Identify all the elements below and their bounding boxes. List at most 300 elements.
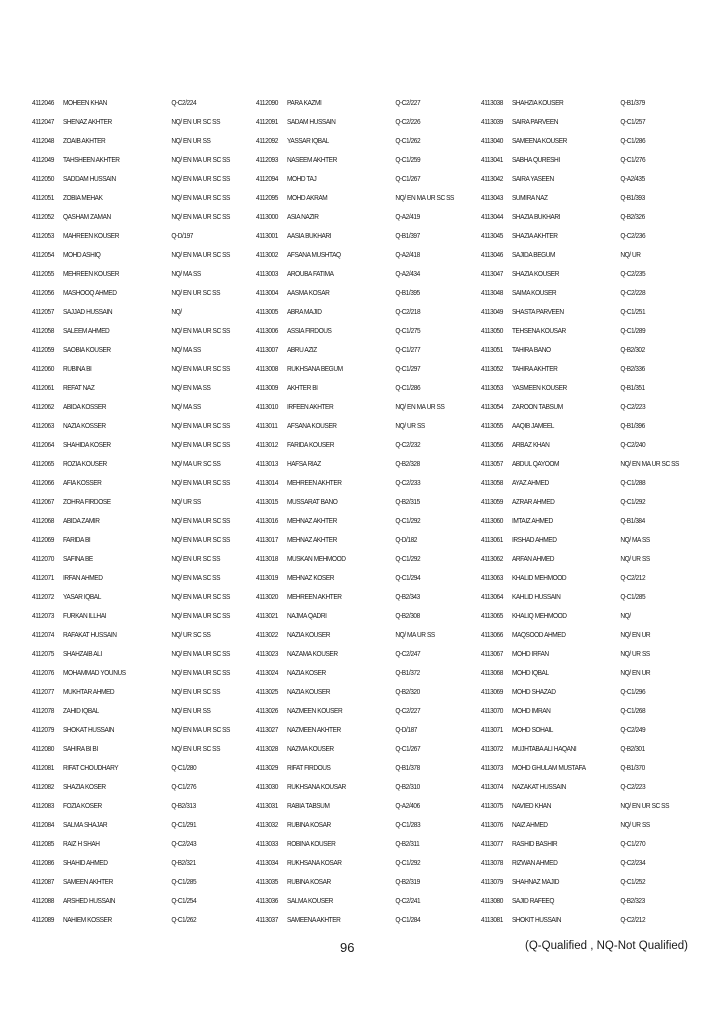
result-status: NQ/ EN UR SC SS: [620, 801, 670, 810]
result-status: Q-B2/328: [395, 459, 420, 468]
candidate-name: FOZIA KOSER: [62, 801, 102, 810]
result-status: NQ/ EN UR SC SS: [171, 288, 221, 297]
candidate-name: TAHSHEEN AKHTER: [62, 155, 120, 164]
result-status: Q-A2/434: [395, 269, 420, 278]
candidate-name: MEHNAZ AKHTER: [286, 516, 337, 525]
candidate-name: MOHD AKRAM: [286, 193, 328, 202]
result-row: [256, 815, 450, 834]
result-row: [256, 663, 450, 682]
candidate-name: SAOBIA KOUSER: [62, 345, 111, 354]
result-status: Q-C2/235: [620, 269, 646, 278]
candidate-name: NAZAMA KOUSER: [286, 649, 338, 658]
candidate-name: TAHIRA BANO: [511, 345, 551, 354]
roll-number: 4112075: [32, 649, 54, 658]
roll-number: 4113015: [256, 497, 278, 506]
roll-number: 4112058: [32, 326, 54, 335]
result-row: [481, 587, 675, 606]
result-row: [481, 511, 675, 530]
roll-number: 4112046: [32, 98, 54, 107]
roll-number: 4112077: [32, 687, 54, 696]
candidate-name: SAIMA KOUSER: [511, 288, 557, 297]
roll-number: 4113010: [256, 402, 278, 411]
roll-number: 4113039: [481, 117, 503, 126]
result-row: [481, 321, 675, 340]
result-row: [256, 872, 450, 891]
result-row: [481, 910, 675, 929]
result-row: [32, 701, 226, 720]
candidate-name: ABIDA KOSSER: [62, 402, 107, 411]
candidate-name: MASHOOQ AHMED: [62, 288, 117, 297]
candidate-name: SAMEENA KOUSER: [511, 136, 567, 145]
result-status: Q-C1/292: [395, 554, 421, 563]
result-status: Q-B2/320: [395, 687, 420, 696]
result-row: [481, 112, 675, 131]
roll-number: 4112081: [32, 763, 54, 772]
result-row: [32, 397, 226, 416]
result-row: [481, 264, 675, 283]
roll-number: 4113021: [256, 611, 278, 620]
result-status: Q-C2/212: [620, 573, 646, 582]
result-row: [32, 454, 226, 473]
result-row: [256, 701, 450, 720]
candidate-name: RAFAKAT HUSSAIN: [62, 630, 117, 639]
result-row: [481, 454, 679, 473]
result-status: Q-C1/297: [395, 364, 421, 373]
candidate-name: SHAHZAIB ALI: [62, 649, 102, 658]
roll-number: 4112089: [32, 915, 54, 924]
candidate-name: ABRU AZIZ: [286, 345, 317, 354]
roll-number: 4113030: [256, 782, 278, 791]
result-row: [256, 549, 450, 568]
roll-number: 4112065: [32, 459, 54, 468]
status-legend: (Q-Qualified , NQ-Not Qualified): [525, 940, 688, 952]
result-row: [32, 93, 226, 112]
candidate-name: SHAHID AHMED: [62, 858, 108, 867]
result-status: Q-B2/310: [395, 782, 420, 791]
candidate-name: SHASTA PARVEEN: [511, 307, 564, 316]
result-row: [256, 454, 450, 473]
candidate-name: AAQIB JAMEEL: [511, 421, 554, 430]
result-status: Q-A2/435: [620, 174, 645, 183]
roll-number: 4113012: [256, 440, 278, 449]
result-status: NQ/ EN MA SC SS: [171, 573, 221, 582]
result-status: Q-C1/285: [171, 877, 197, 886]
roll-number: 4113035: [256, 877, 278, 886]
roll-number: 4112085: [32, 839, 54, 848]
candidate-name: MOHAMMAD YOUNUS: [62, 668, 126, 677]
candidate-name: TEHSENA KOUSAR: [511, 326, 566, 335]
roll-number: 4113013: [256, 459, 278, 468]
result-row: [481, 245, 675, 264]
candidate-name: AYAZ AHMED: [511, 478, 549, 487]
candidate-name: NAIZ AHMED: [511, 820, 548, 829]
result-row: [32, 872, 226, 891]
result-row: [481, 492, 675, 511]
roll-number: 4113018: [256, 554, 278, 563]
candidate-name: SAHIRA BI BI: [62, 744, 98, 753]
result-row: [32, 340, 226, 359]
roll-number: 4113019: [256, 573, 278, 582]
result-status: NQ/ EN UR SC SS: [171, 117, 221, 126]
result-status: Q-C1/267: [395, 744, 421, 753]
result-status: NQ/: [620, 611, 631, 620]
roll-number: 4113069: [481, 687, 503, 696]
result-status: NQ/ EN MA UR SC SS: [171, 364, 230, 373]
candidate-name: IRSHAD AHMED: [511, 535, 557, 544]
result-row: [32, 530, 230, 549]
result-status: Q-C1/276: [620, 155, 646, 164]
result-status: Q-B1/395: [395, 288, 420, 297]
roll-number: 4113060: [481, 516, 503, 525]
result-row: [32, 568, 226, 587]
result-row: [256, 188, 454, 207]
roll-number: 4113049: [481, 307, 503, 316]
result-row: [32, 796, 226, 815]
result-status: NQ/ EN MA UR SC SS: [171, 440, 230, 449]
candidate-name: MEHREEN AKHTER: [286, 478, 342, 487]
roll-number: 4113081: [481, 915, 503, 924]
result-status: Q-C2/234: [620, 858, 646, 867]
result-row: [256, 245, 450, 264]
result-row: [256, 302, 450, 321]
result-row: [32, 245, 230, 264]
result-status: Q-C1/285: [620, 592, 646, 601]
result-row: [256, 758, 450, 777]
result-status: NQ/ EN MA UR SC SS: [171, 592, 230, 601]
result-row: [481, 378, 675, 397]
result-row: [256, 568, 450, 587]
result-row: [32, 720, 230, 739]
candidate-name: SABHA QURESHI: [511, 155, 560, 164]
roll-number: 4112055: [32, 269, 54, 278]
page-footer: [0, 940, 724, 960]
result-row: [256, 416, 450, 435]
roll-number: 4112069: [32, 535, 54, 544]
result-status: Q-B2/319: [395, 877, 420, 886]
result-row: [32, 777, 226, 796]
result-row: [32, 264, 226, 283]
result-status: Q-C1/267: [395, 174, 421, 183]
roll-number: 4113002: [256, 250, 278, 259]
roll-number: 4112073: [32, 611, 54, 620]
candidate-name: MAQSOOD AHMED: [511, 630, 566, 639]
result-row: [481, 169, 675, 188]
candidate-name: ABRA MAJID: [286, 307, 322, 316]
result-status: Q-D/187: [395, 725, 417, 734]
result-row: [256, 207, 450, 226]
candidate-name: YASAR IQBAL: [62, 592, 101, 601]
roll-number: 4112092: [256, 136, 278, 145]
result-row: [256, 473, 450, 492]
result-status: NQ/ EN UR SS: [171, 706, 211, 715]
result-row: [481, 568, 675, 587]
result-status: Q-B1/370: [620, 763, 645, 772]
result-row: [32, 150, 230, 169]
result-row: [256, 112, 450, 131]
result-status: Q-C1/291: [171, 820, 197, 829]
result-status: Q-C2/224: [171, 98, 197, 107]
roll-number: 4113036: [256, 896, 278, 905]
candidate-name: NAHIEM KOSSER: [62, 915, 112, 924]
candidate-name: SUMIRA NAZ: [511, 193, 548, 202]
result-status: NQ/ UR SS: [620, 554, 650, 563]
result-status: NQ/ EN UR SS: [171, 136, 211, 145]
candidate-name: AASMA KOSAR: [286, 288, 330, 297]
candidate-name: NAZIA KOSER: [286, 668, 326, 677]
result-row: [32, 682, 226, 701]
result-row: [481, 834, 675, 853]
candidate-name: SAJIDA BEGUM: [511, 250, 556, 259]
result-row: [32, 910, 226, 929]
candidate-name: NAZIA KOUSER: [286, 687, 331, 696]
result-row: [481, 188, 675, 207]
result-status: NQ/ EN MA UR SC SS: [171, 668, 230, 677]
roll-number: 4113052: [481, 364, 503, 373]
result-row: [256, 796, 450, 815]
result-status: Q-C2/212: [620, 915, 646, 924]
roll-number: 4113059: [481, 497, 503, 506]
candidate-name: RUBINA BI: [62, 364, 92, 373]
roll-number: 4113025: [256, 687, 278, 696]
result-status: NQ/ UR SS: [620, 820, 650, 829]
result-row: [256, 530, 450, 549]
result-status: NQ/ MA SS: [171, 269, 201, 278]
roll-number: 4113022: [256, 630, 278, 639]
result-status: Q-B1/378: [395, 763, 420, 772]
roll-number: 4112054: [32, 250, 54, 259]
candidate-name: MUKHTAR AHMED: [62, 687, 115, 696]
roll-number: 4112088: [32, 896, 54, 905]
candidate-name: QASHAM ZAMAN: [62, 212, 111, 221]
roll-number: 4112072: [32, 592, 54, 601]
result-row: [481, 606, 675, 625]
roll-number: 4113080: [481, 896, 503, 905]
roll-number: 4113046: [481, 250, 503, 259]
roll-number: 4113056: [481, 440, 503, 449]
candidate-name: RABIA TABSUM: [286, 801, 330, 810]
result-status: Q-C2/218: [395, 307, 421, 316]
result-status: NQ/ EN UR: [620, 668, 651, 677]
candidate-name: SAIRA YASEEN: [511, 174, 554, 183]
roll-number: 4113011: [256, 421, 278, 430]
roll-number: 4113050: [481, 326, 503, 335]
result-status: Q-B2/323: [620, 896, 645, 905]
candidate-name: MOHEEN KHAN: [62, 98, 107, 107]
roll-number: 4113077: [481, 839, 503, 848]
roll-number: 4113038: [481, 98, 503, 107]
result-status: Q-C2/226: [395, 117, 421, 126]
result-row: [481, 644, 675, 663]
result-status: NQ/ EN UR SC SS: [171, 687, 221, 696]
result-row: [32, 758, 226, 777]
result-row: [32, 283, 226, 302]
roll-number: 4113071: [481, 725, 503, 734]
candidate-name: SHOKAT HUSSAIN: [62, 725, 115, 734]
result-row: [32, 891, 226, 910]
candidate-name: NAZMEEN KOUSER: [286, 706, 343, 715]
roll-number: 4112068: [32, 516, 54, 525]
result-status: Q-B2/308: [395, 611, 420, 620]
candidate-name: ARSHED HUSSAIN: [62, 896, 116, 905]
candidate-name: SAFINA BE: [62, 554, 93, 563]
result-status: Q-C1/292: [395, 516, 421, 525]
result-status: NQ/ EN MA UR SC SS: [171, 649, 230, 658]
candidate-name: SHENAZ AKHTER: [62, 117, 112, 126]
candidate-name: AROUBA FATIMA: [286, 269, 334, 278]
result-status: Q-C2/223: [620, 402, 646, 411]
candidate-name: RASHID BASHIR: [511, 839, 558, 848]
candidate-name: HAFSA RIAZ: [286, 459, 321, 468]
result-row: [481, 416, 675, 435]
result-row: [481, 226, 675, 245]
candidate-name: SHOKIT HUSSAIN: [511, 915, 561, 924]
candidate-name: ZOBIA MEHAK: [62, 193, 103, 202]
result-status: NQ/ UR SS: [620, 649, 650, 658]
roll-number: 4112063: [32, 421, 54, 430]
result-status: NQ/ EN MA UR SC SS: [171, 535, 230, 544]
candidate-name: AZRAR AHMED: [511, 497, 555, 506]
roll-number: 4113061: [481, 535, 503, 544]
result-row: [481, 283, 675, 302]
result-status: Q-C1/286: [395, 383, 421, 392]
candidate-name: NAZIA KOUSER: [286, 630, 331, 639]
candidate-name: RUKHSANA BEGUM: [286, 364, 343, 373]
candidate-name: MUSKAN MEHMOOD: [286, 554, 346, 563]
result-status: Q-C1/252: [620, 877, 646, 886]
roll-number: 4113040: [481, 136, 503, 145]
roll-number: 4113078: [481, 858, 503, 867]
result-status: Q-A2/406: [395, 801, 420, 810]
result-row: [481, 777, 675, 796]
candidate-name: SADDAM HUSSAIN: [62, 174, 116, 183]
result-status: Q-C1/289: [620, 326, 646, 335]
result-status: Q-B1/396: [620, 421, 645, 430]
result-row: [32, 815, 226, 834]
result-status: Q-C2/241: [395, 896, 421, 905]
result-row: [256, 226, 450, 245]
result-status: Q-C1/275: [395, 326, 421, 335]
result-row: [256, 169, 450, 188]
roll-number: 4113064: [481, 592, 503, 601]
result-row: [481, 150, 675, 169]
result-status: Q-C1/292: [395, 858, 421, 867]
result-status: NQ/ EN UR SC SS: [171, 744, 221, 753]
result-status: NQ/ EN MA UR SC SS: [171, 478, 230, 487]
candidate-name: IRFAN AHMED: [62, 573, 103, 582]
result-status: NQ/ EN MA UR SC SS: [171, 212, 230, 221]
candidate-name: MOHD SHAZAD: [511, 687, 556, 696]
result-status: NQ/ EN MA UR SC SS: [171, 155, 230, 164]
candidate-name: AFIA KOSSER: [62, 478, 102, 487]
result-status: Q-C1/268: [620, 706, 646, 715]
roll-number: 4112061: [32, 383, 54, 392]
result-row: [32, 644, 230, 663]
result-status: NQ/ EN MA UR SS: [395, 402, 445, 411]
candidate-name: KHALIQ MEHMOOD: [511, 611, 567, 620]
result-status: Q-C2/227: [395, 706, 421, 715]
candidate-name: MUSSARAT BANO: [286, 497, 338, 506]
roll-number: 4113066: [481, 630, 503, 639]
candidate-name: MOHD TAJ: [286, 174, 317, 183]
result-status: NQ/ MA UR SC SS: [171, 459, 221, 468]
result-row: [256, 397, 450, 416]
roll-number: 4113076: [481, 820, 503, 829]
result-row: [32, 378, 226, 397]
result-status: Q-C2/243: [171, 839, 197, 848]
roll-number: 4113053: [481, 383, 503, 392]
candidate-name: PARA KAZMI: [286, 98, 322, 107]
result-row: [32, 549, 226, 568]
roll-number: 4112093: [256, 155, 278, 164]
candidate-name: ZOHRA FIRDOSE: [62, 497, 111, 506]
result-status: Q-C1/251: [620, 307, 646, 316]
candidate-name: RUKHSANA KOUSAR: [286, 782, 346, 791]
roll-number: 4112049: [32, 155, 54, 164]
candidate-name: NAJMA QADRI: [286, 611, 327, 620]
candidate-name: RUBINA KOSAR: [286, 877, 331, 886]
result-row: [256, 340, 450, 359]
result-status: Q-B1/372: [395, 668, 420, 677]
candidate-name: MOHD GHULAM MUSTAFA: [511, 763, 586, 772]
candidate-name: SALMA SHAJAR: [62, 820, 108, 829]
roll-number: 4113068: [481, 668, 503, 677]
candidate-name: MOHD SOHAIL: [511, 725, 553, 734]
result-row: [32, 834, 226, 853]
candidate-name: MUJHTABA ALI HAQANI: [511, 744, 577, 753]
result-row: [32, 169, 230, 188]
result-row: [32, 321, 230, 340]
result-status: Q-B2/343: [395, 592, 420, 601]
result-status: Q-C2/247: [395, 649, 421, 658]
roll-number: 4113027: [256, 725, 278, 734]
roll-number: 4112076: [32, 668, 54, 677]
candidate-name: AKHTER BI: [286, 383, 318, 392]
candidate-name: SADAM HUSSAIN: [286, 117, 336, 126]
result-status: Q-C1/288: [620, 478, 646, 487]
result-row: [481, 340, 675, 359]
result-status: Q-B2/301: [620, 744, 645, 753]
result-row: [256, 834, 450, 853]
result-row: [32, 226, 226, 245]
roll-number: 4112078: [32, 706, 54, 715]
roll-number: 4112052: [32, 212, 54, 221]
result-status: Q-B1/379: [620, 98, 645, 107]
roll-number: 4113075: [481, 801, 503, 810]
result-row: [32, 587, 230, 606]
result-row: [256, 93, 450, 112]
result-status: NQ/ EN MA SS: [171, 383, 211, 392]
result-row: [256, 853, 450, 872]
result-row: [32, 207, 230, 226]
roll-number: 4112082: [32, 782, 54, 791]
candidate-name: KAHLID HUSSAIN: [511, 592, 561, 601]
roll-number: 4113051: [481, 345, 503, 354]
result-status: NQ/ EN MA UR SC SS: [171, 193, 230, 202]
candidate-name: SALMA KOUSER: [286, 896, 333, 905]
candidate-name: MEHREEN KOUSER: [62, 269, 119, 278]
roll-number: 4113033: [256, 839, 278, 848]
roll-number: 4112094: [256, 174, 278, 183]
roll-number: 4113005: [256, 307, 278, 316]
roll-number: 4113042: [481, 174, 503, 183]
candidate-name: NAZIA KOSSER: [62, 421, 106, 430]
roll-number: 4112060: [32, 364, 54, 373]
candidate-name: SHAHNAZ MAJID: [511, 877, 559, 886]
result-row: [256, 644, 450, 663]
roll-number: 4113008: [256, 364, 278, 373]
result-status: Q-C1/294: [395, 573, 421, 582]
result-row: [256, 435, 450, 454]
